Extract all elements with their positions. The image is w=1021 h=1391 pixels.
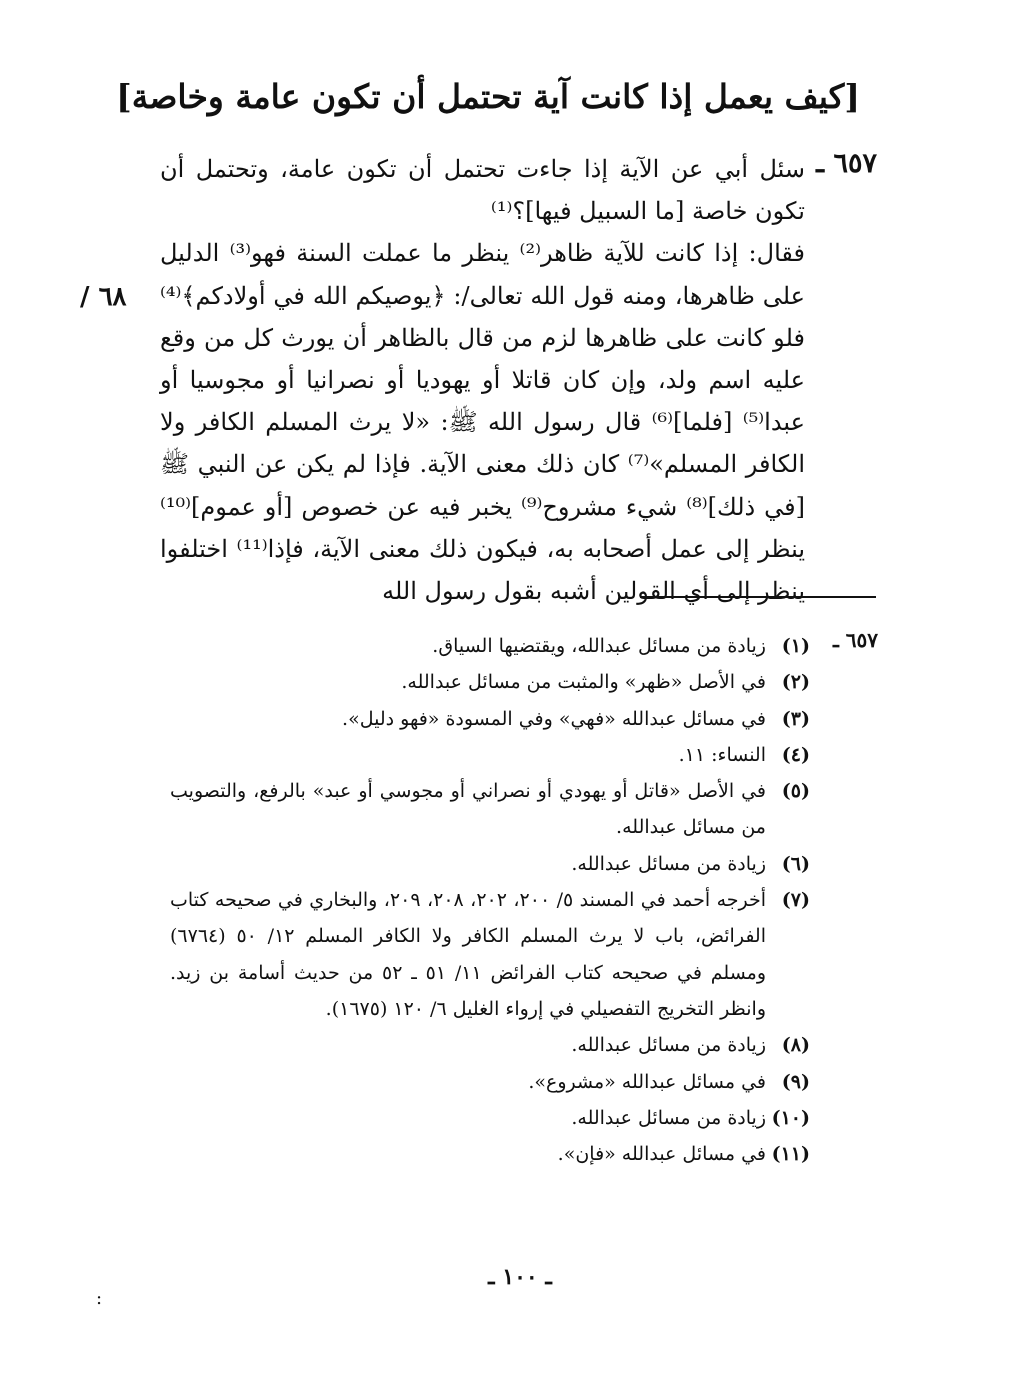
- footnote-text: أخرجه أحمد في المسند ٥/ ٢٠٠، ٢٠٢، ٢٠٨، ٢٠٩، والبخاري في صحيحه كتاب الفرائض، باب لا يرث المسلم الكافر ولا الكافر المسلم ١٢/ ٥٠ (٦٧٦٤) ومسلم في صحيحه كتاب الفرائض ١١/ ٥١ ـ ٥٢ من حديث أسامة بن زيد. وانظر التخريج التفصيلي في إرواء الغليل ٦/ ١٢٠ (١٦٧٥).: [170, 889, 767, 1020]
- footnote-item: [170, 1027, 810, 1063]
- footnotes-entry-number: ٦٥٧ ـ: [832, 628, 878, 652]
- footnote-number: (٦): [781, 852, 810, 875]
- footnote-number: (٩): [781, 1070, 810, 1093]
- entry-number: ٦٥٧ ـ: [816, 148, 877, 179]
- section-heading: [كيف يعمل إذا كانت آية تحتمل أن تكون عامة وخاصة]: [116, 77, 860, 116]
- footnote-item: [170, 1100, 810, 1136]
- footnote-number: (٤): [781, 743, 810, 766]
- footnote-text: زيادة من مسائل عبدالله.: [571, 1106, 766, 1129]
- footnote-number: (٨): [781, 1034, 810, 1057]
- footnote-number: (١): [781, 635, 810, 657]
- footnote-item: [170, 1136, 810, 1172]
- page-number: ـ ١٠٠ ـ: [488, 1264, 552, 1290]
- footnote-text: في مسائل عبدالله «فهي» وفي المسودة «فهو دليل».: [342, 707, 766, 730]
- footnote-item: [170, 1064, 810, 1100]
- margin-page-reference: / ٦٨: [80, 282, 127, 312]
- footnote-number: (١١): [771, 1143, 810, 1166]
- footnotes-list: [170, 628, 810, 1172]
- footnote-number: (٥): [781, 780, 810, 803]
- footnote-text: زيادة من مسائل عبدالله.: [571, 852, 766, 875]
- footnote-text: زيادة من مسائل عبدالله.: [571, 1034, 766, 1057]
- footnote-number: (٣): [781, 707, 810, 730]
- footnote-text: في الأصل «ظهر» والمثبت من مسائل عبدالله.: [401, 671, 766, 694]
- footnote-number: (١٠): [771, 1106, 810, 1129]
- scan-mark: :: [96, 1288, 103, 1309]
- footnote-item: [170, 701, 810, 737]
- footnote-item: [170, 882, 810, 1027]
- footnote-number: (٢): [781, 671, 810, 694]
- footnote-item: [170, 628, 810, 664]
- answer-paragraph: فقال: إذا كانت للآية ظاهر⁽²⁾ ينظر ما عملت السنة فهو⁽³⁾ الدليل على ظاهرها، ومنه قول الله تعالى/: ﴿يوصيكم الله في أولادكم﴾⁽⁴⁾ فلو كانت على ظاهرها لزم من قال بالظاهر أن يورث كل من وقع عليه اسم ولد، وإن كان قاتلا أو يهوديا أو نصرانيا أو مجوسيا أو عبدا⁽⁵⁾ [فلما]⁽⁶⁾ قال رسول الله ﷺ: «لا يرث المسلم الكافر ولا الكافر المسلم»⁽⁷⁾ كان ذلك معنى الآية. فإذا لم يكن عن النبي ﷺ [في ذلك]⁽⁸⁾ شيء مشروح⁽⁹⁾ يخبر فيه عن خصوص [أو عموم]⁽¹⁰⁾ ينظر إلى عمل أصحابه به، فيكون ذلك معنى الآية، فإذا⁽¹¹⁾ اختلفوا ينظر إلى أي القولين أشبه بقول رسول الله: [160, 239, 806, 606]
- footnote-text: في مسائل عبدالله «فإن».: [557, 1143, 766, 1166]
- footnote-number: (٧): [781, 889, 810, 912]
- footnote-text: النساء: ١١.: [678, 743, 766, 766]
- footnote-text: زيادة من مسائل عبدالله، ويقتضيها السياق.: [432, 635, 766, 657]
- footnote-item: [170, 737, 810, 773]
- footnote-item: [170, 773, 810, 846]
- footnote-item: [170, 846, 810, 882]
- footnote-text: في الأصل «قاتل أو يهودي أو نصراني أو مجوسي أو عبد» بالرفع، والتصويب من مسائل عبدالله.: [170, 780, 766, 839]
- footnote-item: [170, 664, 810, 700]
- footnote-separator: [640, 596, 876, 598]
- footnote-text: في مسائل عبدالله «مشروع».: [528, 1070, 766, 1093]
- main-text: [160, 148, 805, 612]
- question-paragraph: سئل أبي عن الآية إذا جاءت تحتمل أن تكون عامة، وتحتمل أن تكون خاصة [ما السبيل فيها]؟⁽¹⁾: [160, 155, 805, 226]
